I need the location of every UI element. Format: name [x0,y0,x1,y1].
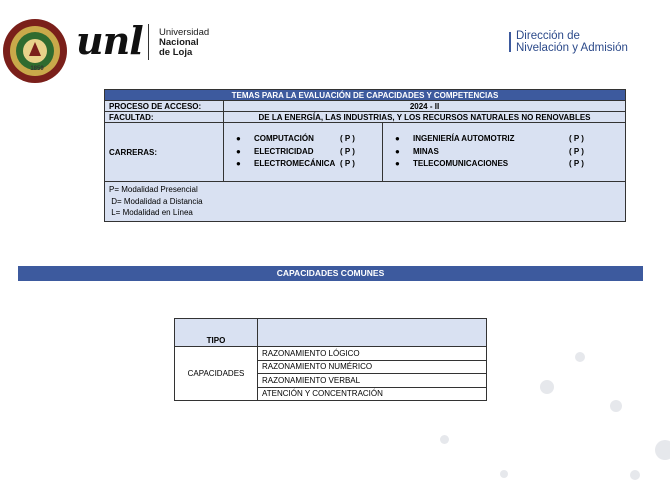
table-title: TEMAS PARA LA EVALUACIÓN DE CAPACIDADES Y COMPETENCIAS [105,90,626,101]
careers-left-cell [224,123,383,182]
unl-logo: unl [76,18,143,63]
faculty-label: FACULTAD: [105,112,224,123]
process-label: PROCESO DE ACCESO: [105,101,224,112]
process-value: 2024 - II [224,101,626,112]
header-divider [148,24,149,60]
header-tipo: TIPO [175,319,258,347]
list-item: ● INGENIERÍA AUTOMOTRIZ ( P ) [395,134,584,144]
capacities-category: CAPACIDADES [175,347,258,401]
table-row: ATENCIÓN Y CONCENTRACIÓN [258,387,487,401]
table-row: RAZONAMIENTO NUMÉRICO [258,360,487,374]
careers-right-cell [383,123,626,182]
direction-title-line-2: Nivelación y Admisión [516,42,628,54]
careers-right-list [387,133,621,171]
evaluation-info-table [104,89,626,222]
careers-label: CARRERAS: [105,123,224,182]
university-name-line-1: Universidad [159,27,210,38]
list-item: ● TELECOMUNICACIONES ( P ) [395,159,584,169]
list-item: ● ELECTRICIDAD ( P ) [236,146,355,156]
legend-linea: L= Modalidad en Línea [109,208,193,217]
list-item: ● COMPUTACIÓN ( P ) [236,134,355,144]
university-name-line-2: Nacional [159,37,199,48]
seal-year: 1859 [30,66,44,72]
table-row: RAZONAMIENTO VERBAL [258,374,487,388]
careers-left-list [228,133,378,171]
modality-legend [105,182,626,222]
capacities-table [174,318,487,401]
university-name-line-3: de Loja [159,47,193,58]
header-blank [258,319,487,347]
table-row: RAZONAMIENTO LÓGICO [258,347,487,361]
direction-accent-bar [509,32,511,52]
university-seal-icon [2,18,68,84]
direction-title-line-1: Dirección de [516,30,580,42]
legend-presencial: P= Modalidad Presencial [109,185,198,194]
list-item: ● ELECTROMECÁNICA ( P ) [236,159,355,169]
list-item: ● MINAS ( P ) [395,146,584,156]
section-title-bar: CAPACIDADES COMUNES [18,266,643,281]
legend-distancia: D= Modalidad a Distancia [109,196,203,206]
faculty-value: DE LA ENERGÍA, LAS INDUSTRIAS, Y LOS RECURSOS NATURALES NO RENOVABLES [224,112,626,123]
